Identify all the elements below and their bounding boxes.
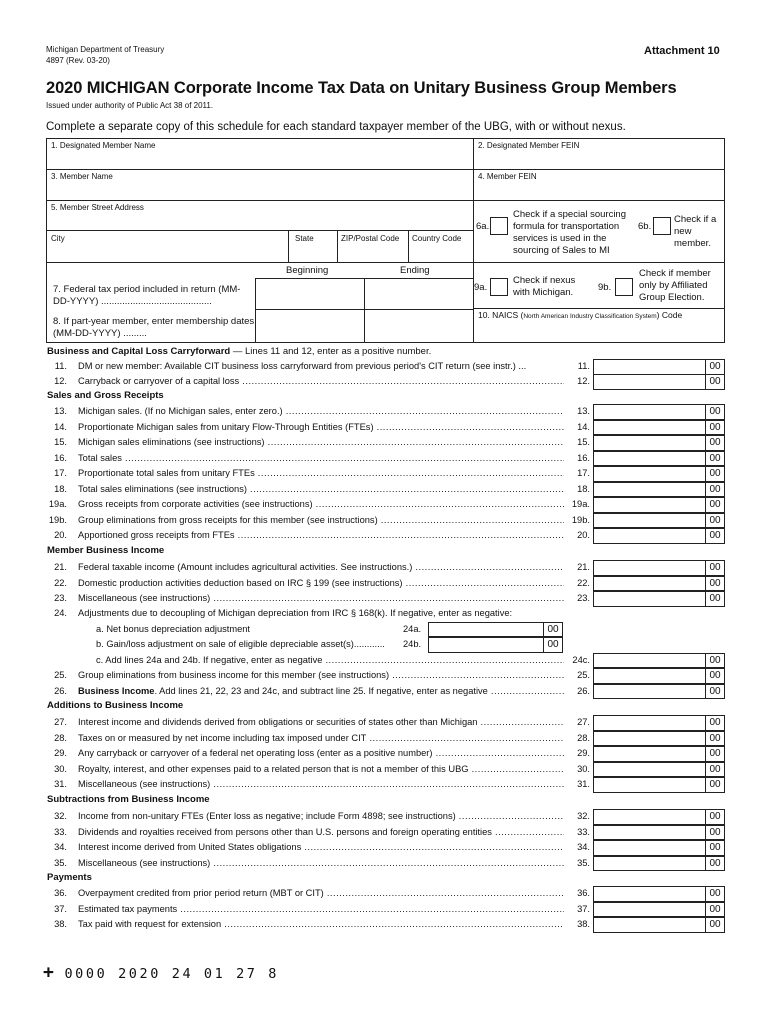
line-34-text: Interest income derived from United States obligations [78,842,302,852]
section-subtractions: Subtractions from Business Income [47,794,210,805]
new-member-checkbox[interactable] [653,217,671,235]
line-13-cents: 00 [706,404,725,420]
line-11-cents: 00 [706,359,725,375]
label-ending: Ending [400,265,430,276]
line-16-text: Total sales [78,452,122,463]
line-20-cents: 00 [706,528,725,544]
label-member-name: 3. Member Name [51,172,113,181]
section-loss-carryforward [47,346,431,357]
line-20-text: Apportioned gross receipts from FTEs [78,530,235,540]
line-24a-desc [96,622,404,637]
line-35-cents: 00 [706,856,725,872]
line-11-amount[interactable] [593,359,706,375]
section-member-business-income: Member Business Income [47,545,165,556]
line-28-amount[interactable] [593,731,706,747]
line-15-desc [78,435,564,450]
section-sales: Sales and Gross Receipts [47,390,164,401]
line-19b-amount[interactable] [593,513,706,529]
label-6a-number: 6a. [476,221,490,232]
line-30-amount[interactable] [593,762,706,778]
line-36-ref: 36. [577,888,590,898]
line-13-desc [78,404,564,419]
line-24c-amount[interactable] [593,653,706,669]
line-31-text: Miscellaneous (see instructions) [78,779,211,789]
line-35-amount[interactable] [593,856,706,872]
line-38-desc [78,917,564,932]
line-15-amount[interactable] [593,435,706,451]
line-23-number: 23. [54,593,67,603]
line-18-amount[interactable] [593,482,706,498]
line-27-text: Interest income and dividends derived from obligations or securities of states other than Michigan [78,717,478,727]
line-11-ref: 11. [577,361,590,371]
line-15-ref: 15. [577,437,590,447]
line-23-ref: 23. [577,593,590,603]
city-field[interactable] [46,230,289,263]
line-19a-number: 19a. [48,499,67,509]
line-24b-cents: 00 [544,637,563,653]
line-27-cents: 00 [706,715,725,731]
line-37-cents: 00 [706,902,725,918]
line-12-cents: 00 [706,374,725,390]
section-additions: Additions to Business Income [47,700,184,711]
line-22-text: Domestic production activities deduction based on IRC § 199 (see instructions) [78,577,403,588]
line-13-text: Michigan sales. (If no Michigan sales, enter zero.) [78,406,283,416]
line-37-amount[interactable] [593,902,706,918]
line-16-number: 16. [54,452,67,463]
line-21-ref: 21. [577,562,590,572]
line-22-cents: 00 [706,576,725,592]
line-24a-amount[interactable] [428,622,544,638]
line-24c-text: c. Add lines 24a and 24b. If negative, enter as negative [96,654,323,665]
line-21-desc [78,560,564,575]
line-22-amount[interactable] [593,576,706,592]
line-12-desc [78,374,564,389]
line-31-amount[interactable] [593,777,706,793]
label-naics-end: ) Code [656,310,683,320]
line-25-number: 25. [54,670,67,680]
line-24a [0,622,770,637]
line-19b-desc [78,513,564,528]
label-9b-text: Check if member only by Affiliated Group Election. [639,268,711,303]
label-9a-text: Check if nexus with Michigan. [513,275,576,298]
line-15-text: Michigan sales eliminations (see instructions) [78,437,265,447]
line-37-number: 37. [54,903,67,914]
line-17-amount[interactable] [593,466,706,482]
line-34-amount[interactable] [593,840,706,856]
line-18-text: Total sales eliminations (see instructions) [78,483,247,494]
line-11-number: 11. [54,361,67,371]
label-6b-text: Check if a new member. [674,214,717,249]
form-barcode [43,962,279,983]
line-24a-text: a. Net bonus depreciation adjustment [96,623,251,634]
line-28-text: Taxes on or measured by net income including tax imposed under CIT [78,732,367,743]
label-zip: ZIP/Postal Code [341,234,400,243]
plus-icon: + [43,962,57,983]
line-22-desc [78,576,564,591]
label-beginning: Beginning [286,265,329,276]
line-38-number: 38. [54,919,67,929]
line-28-ref: 28. [577,732,590,743]
line-29-number: 29. [54,748,67,758]
line-29-amount[interactable] [593,746,706,762]
line-31-cents: 00 [706,777,725,793]
line-19b-number: 19b. [48,514,67,525]
line-32-ref: 32. [577,811,590,821]
line-19a-amount[interactable] [593,497,706,513]
line-26-bold-label: Business Income [78,685,155,696]
line-18-number: 18. [54,483,67,494]
line-37-desc [78,902,564,917]
line-36-desc [78,886,564,901]
form-revision: 4897 (Rev. 03-20) [46,56,110,65]
section-loss-carryforward-note: — Lines 11 and 12, enter as a positive number. [230,346,432,357]
line-30-cents: 00 [706,762,725,778]
line-24 [0,606,770,621]
line-23-text: Miscellaneous (see instructions) [78,593,211,603]
line-26-cents: 00 [706,684,725,700]
line-35-desc [78,856,564,871]
label-6b-number: 6b. [638,221,652,232]
line-34-number: 34. [54,842,67,852]
line-23-desc [78,591,564,606]
line-14-amount[interactable] [593,420,706,436]
line-24c-desc [96,653,564,668]
line-19b-ref: 19b. [571,514,590,525]
line-22-ref: 22. [577,577,590,588]
label-state: State [295,234,314,243]
line-21-text: Federal taxable income (Amount includes agricultural activities. See instructions.) [78,562,413,572]
line-29-cents: 00 [706,746,725,762]
line-21-number: 21. [54,562,67,572]
label-city: City [51,234,65,243]
line-33-number: 33. [54,826,67,837]
line-32-cents: 00 [706,809,725,825]
line-22-number: 22. [54,577,67,588]
section-payments: Payments [47,872,92,883]
line-24b-amount[interactable] [428,637,544,653]
line-26-number: 26. [54,685,67,696]
line-13-number: 13. [54,406,67,416]
line-30-ref: 30. [577,763,590,774]
line-13-ref: 13. [577,406,590,416]
line-38-text: Tax paid with request for extension [78,919,222,929]
line-16-ref: 16. [577,452,590,463]
line-24b-text: b. Gain/loss adjustment on sale of eligible depreciable asset(s)............ [96,639,385,649]
line-18-desc [78,482,564,497]
line-12-number: 12. [54,376,67,386]
line-25-ref: 25. [577,670,590,680]
line-32-number: 32. [54,811,67,821]
issued-authority: Issued under authority of Public Act 38 of 2011. [46,101,214,110]
membership-ending-field[interactable] [364,309,474,343]
label-designated-member-name: 1. Designated Member Name [51,141,156,150]
line-20-ref: 20. [577,530,590,540]
label-street-address: 5. Member Street Address [51,203,144,212]
line-26-desc [78,684,564,699]
line-35-text: Miscellaneous (see instructions) [78,857,211,868]
line-30-desc [78,762,564,777]
label-part-year-member: 8. If part-year member, enter membership dates (MM-DD-YYYY) ......... [53,316,255,339]
section-loss-carryforward-title: Business and Capital Loss Carryforward [47,346,231,357]
membership-beginning-field[interactable] [255,309,365,343]
line-17-ref: 17. [577,468,590,478]
line-20-number: 20. [54,530,67,540]
label-9b-number: 9b. [598,282,612,293]
line-19a-ref: 19a. [571,499,590,509]
attachment-number: Attachment 10 [644,45,720,57]
instruction-text: Complete a separate copy of this schedule for each standard taxpayer member of the UBG, with or without nexus. [46,121,626,133]
line-37-ref: 37. [577,903,590,914]
line-31-ref: 31. [577,779,590,789]
label-member-fein: 4. Member FEIN [478,172,537,181]
line-24a-cents: 00 [544,622,563,638]
barcode-number: 0000 2020 24 01 27 8 [64,966,279,982]
line-25-amount[interactable] [593,668,706,684]
line-17-cents: 00 [706,466,725,482]
line-27-desc [78,715,564,730]
line-18-cents: 00 [706,482,725,498]
line-35-ref: 35. [577,857,590,868]
line-25-desc [78,668,564,683]
line-33-text: Dividends and royalties received from persons other than U.S. persons and foreign operating entities [78,826,492,837]
page-title: 2020 MICHIGAN Corporate Income Tax Data on Unitary Business Group Members [46,79,677,97]
tax-period-beginning-field[interactable] [255,278,365,310]
label-6a-text: Check if a special sourcing formula for transportation services is used in the sourcing of Sales to MI [513,209,626,256]
label-designated-member-fein: 2. Designated Member FEIN [478,141,580,150]
line-16-desc [78,451,564,466]
special-sourcing-checkbox[interactable] [490,217,508,235]
line-23-amount[interactable] [593,591,706,607]
line-13-amount[interactable] [593,404,706,420]
line-20-amount[interactable] [593,528,706,544]
line-20-desc [78,528,564,543]
line-16-cents: 00 [706,451,725,467]
label-naics-full: North American Industry Classification System [523,313,657,320]
line-24b [0,637,770,652]
line-36-text: Overpayment credited from prior period return (MBT or CIT) [78,888,324,898]
line-14-ref: 14. [577,421,590,432]
line-16-amount[interactable] [593,451,706,467]
line-14-text: Proportionate Michigan sales from unitary Flow-Through Entities (FTEs) [78,421,374,432]
line-27-number: 27. [54,717,67,727]
line-17-text: Proportionate total sales from unitary FTEs [78,468,255,478]
line-38-amount[interactable] [593,917,706,933]
label-naics-start: 10. NAICS ( [478,310,524,320]
line-24a-ref: 24a. [403,623,422,634]
line-28-cents: 00 [706,731,725,747]
label-9a-number: 9a. [474,282,488,293]
line-15-number: 15. [54,437,67,447]
line-28-number: 28. [54,732,67,743]
agency-name: Michigan Department of Treasury [46,45,165,54]
line-38-cents: 00 [706,917,725,933]
line-36-cents: 00 [706,886,725,902]
line-14-number: 14. [54,421,67,432]
line-11-text: DM or new member: Available CIT business loss carryforward from previous period's CIT return (see instr.) ... [78,361,527,371]
line-26-amount[interactable] [593,684,706,700]
label-country-code: Country Code [412,234,462,243]
line-19b-text: Group eliminations from gross receipts for this member (see instructions) [78,514,378,525]
line-36-amount[interactable] [593,886,706,902]
line-38-ref: 38. [577,919,590,929]
line-24c-ref: 24c. [572,654,590,665]
line-21-amount[interactable] [593,560,706,576]
line-24-number: 24. [54,608,67,618]
line-32-desc [78,809,564,824]
line-24b-ref: 24b. [403,639,422,649]
line-12-ref: 12. [577,376,590,386]
label-federal-tax-period: 7. Federal tax period included in return (MM-DD-YYYY) .......................................... [53,284,241,307]
line-26-ref: 26. [577,685,590,696]
line-25-text: Group eliminations from business income for this member (see instructions) [78,670,390,680]
line-27-amount[interactable] [593,715,706,731]
line-31-desc [78,777,564,792]
line-14-desc [78,420,564,435]
tax-period-ending-field[interactable] [364,278,474,310]
line-25-cents: 00 [706,668,725,684]
line-14-cents: 00 [706,420,725,436]
line-29-desc [78,746,564,761]
line-19a-text: Gross receipts from corporate activities (see instructions) [78,499,313,509]
nexus-checkbox[interactable] [490,278,508,296]
line-26-text: . Add lines 21, 22, 23 and 24c, and subtract line 25. If negative, enter as negative [154,685,488,696]
line-19b-cents: 00 [706,513,725,529]
line-19a-desc [78,497,564,512]
line-12-text: Carryback or carryover of a capital loss [78,376,240,386]
line-37-text: Estimated tax payments [78,903,178,914]
line-21-cents: 00 [706,560,725,576]
line-30-number: 30. [54,763,67,774]
line-33-amount[interactable] [593,825,706,841]
line-33-ref: 33. [577,826,590,837]
line-17-number: 17. [54,468,67,478]
line-17-desc [78,466,564,481]
line-18-ref: 18. [577,483,590,494]
line-33-cents: 00 [706,825,725,841]
line-24c-cents: 00 [706,653,725,669]
line-28-desc [78,731,564,746]
line-34-desc [78,840,564,855]
line-34-cents: 00 [706,840,725,856]
label-naics [478,310,682,322]
line-15-cents: 00 [706,435,725,451]
line-30-text: Royalty, interest, and other expenses paid to a related person that is not a member of this UBG [78,763,469,774]
line-29-text: Any carryback or carryover of a federal net operating loss (enter as a positive number) [78,748,433,758]
line-24-text: Adjustments due to decoupling of Michigan depreciation from IRC § 168(k). If negative, enter as negative: [78,608,513,618]
line-27-ref: 27. [577,717,590,727]
line-32-amount[interactable] [593,809,706,825]
line-36-number: 36. [54,888,67,898]
line-23-cents: 00 [706,591,725,607]
line-19a-cents: 00 [706,497,725,513]
line-29-ref: 29. [577,748,590,758]
line-32-text: Income from non-unitary FTEs (Enter loss as negative; include Form 4898; see instructions) [78,811,456,821]
affiliated-group-checkbox[interactable] [615,278,633,296]
line-34-ref: 34. [577,842,590,852]
line-35-number: 35. [54,857,67,868]
line-33-desc [78,825,564,840]
line-12-amount[interactable] [593,374,706,390]
line-31-number: 31. [54,779,67,789]
